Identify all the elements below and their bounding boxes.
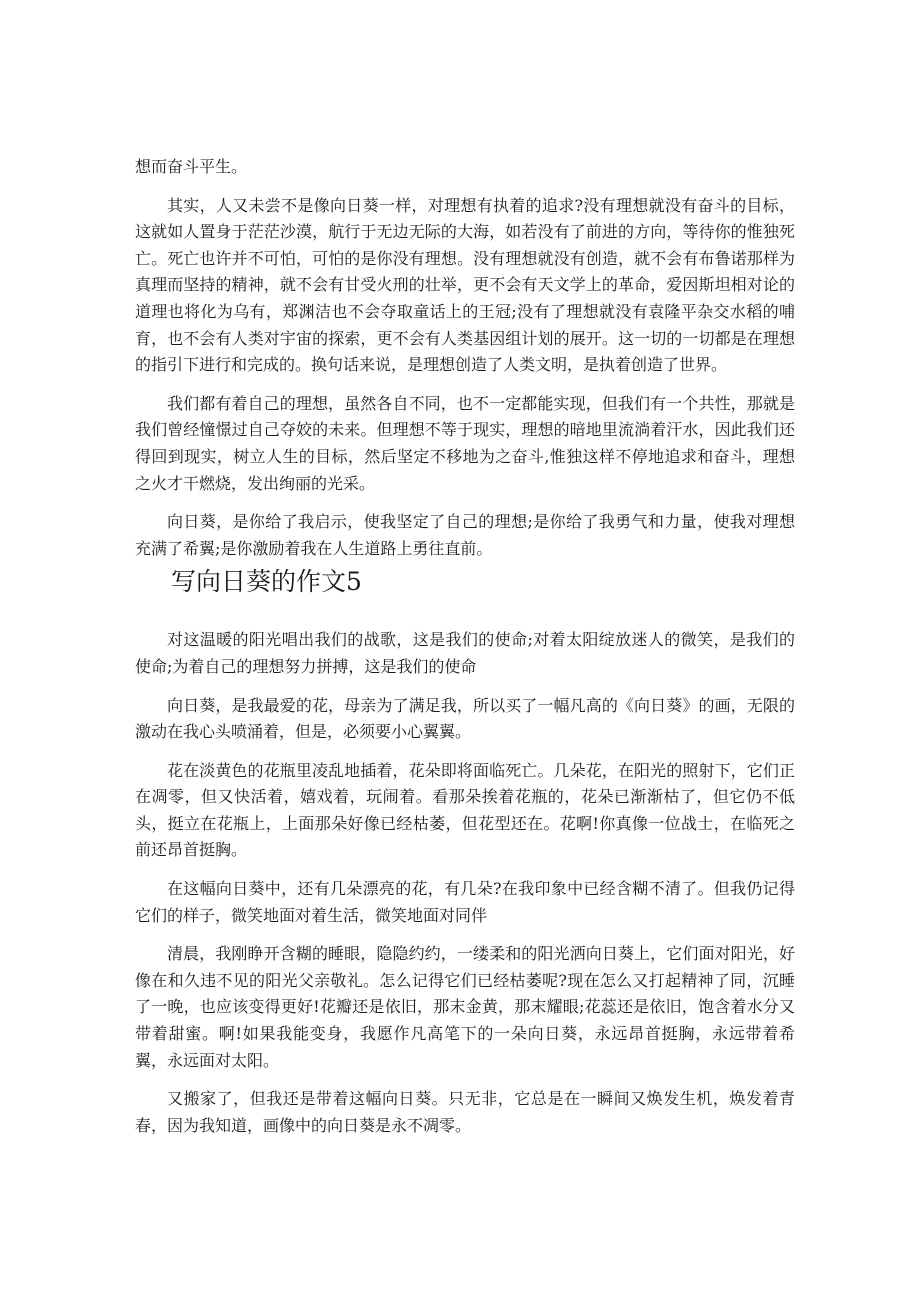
paragraph-7: 在这幅向日葵中，还有几朵漂亮的花，有几朵?在我印象中已经含糊不清了。但我仍记得它们的样子，微笑地面对着生活，微笑地面对同伴 (135, 879, 795, 925)
paragraph-9: 又搬家了，但我还是带着这幅向日葵。只无非，它总是在一瞬间又焕发生机，焕发着青春，因为我知道，画像中的向日葵是永不凋零。 (135, 1089, 795, 1135)
paragraph-6: 花在淡黄色的花瓶里凌乱地插着，花朵即将面临死亡。几朵花，在阳光的照射下，它们正在凋零，但又快活着，嬉戏着，玩闹着。看那朵挨着花瓶的，花朵已渐渐枯了，但它仍不低头，挺立在花瓶上，上面那朵好像已经枯萎，但花型还在。花啊!你真像一位战士，在临死之前还昂首挺胸。 (135, 760, 795, 860)
paragraph-8: 清晨，我刚睁开含糊的睡眼，隐隐约约，一缕柔和的阳光洒向日葵上，它们面对阳光，好像在和久违不见的阳光父亲敬礼。怎么记得它们已经枯萎呢?现在怎么又打起精神了同，沉睡了一晚，也应该变得更好!花瓣还是依旧，那末金黄，那末耀眼;花蕊还是依旧，饱含着水分又带着甜蜜。啊!如果我能变身，我愿作凡高笔下的一朵向日葵，永远昂首挺胸，永远带着希翼，永远面对太阳。 (135, 944, 795, 1070)
paragraph-5: 向日葵，是我最爱的花，母亲为了满足我，所以买了一幅凡高的《向日葵》的画，无限的激动在我心头喷涌着，但是，必须要小心翼翼。 (135, 695, 795, 742)
document-body (135, 154, 795, 1139)
intro-line: 想而奋斗平生。 (135, 157, 248, 176)
paragraph-3: 向日葵，是你给了我启示，使我坚定了自己的理想;是你给了我勇气和力量，使我对理想充满了希翼;是你激励着我在人生道路上勇往直前。 (135, 512, 795, 558)
paragraph-1: 其实，人又未尝不是像向日葵一样，对理想有执着的追求?没有理想就没有奋斗的目标，这就如人置身于茫茫沙漠，航行于无边无际的大海，如若没有了前进的方向，等待你的惟独死亡。死亡也许并不可怕，可怕的是你没有理想。没有理想就没有创造，就不会有布鲁诺那样为真理而坚持的精神，就不会有甘受火刑的壮举，更不会有天文学上的革命，爱因斯坦相对论的道理也将化为乌有，郑渊洁也不会夺取童话上的王冠;没有了理想就没有袁隆平杂交水稻的哺育，也不会有人类对宇宙的探索，更不会有人类基因组计划的展开。这一切的一切都是在理想的指引下进行和完成的。换句话来说，是理想创造了人类文明，是执着创造了世界。 (135, 195, 795, 375)
paragraph-4: 对这温暖的阳光唱出我们的战歌，这是我们的使命;对着太阳绽放迷人的微笑，是我们的使命;为着自己的理想努力拼搏，这是我们的使命 (135, 630, 795, 676)
paragraph-2: 我们都有着自己的理想，虽然各自不同，也不一定都能实现，但我们有一个共性，那就是我们曾经憧憬过自己夺姣的未来。但理想不等于现实，理想的暗地里流淌着汗水，因此我们还得回到现实，树立人生的目标，然后坚定不移地为之奋斗,惟独这样不停地追求和奋斗，理想之火才干燃烧，发出绚丽的光采。 (135, 393, 795, 493)
section-title: 写向日葵的作文5 (171, 567, 362, 597)
